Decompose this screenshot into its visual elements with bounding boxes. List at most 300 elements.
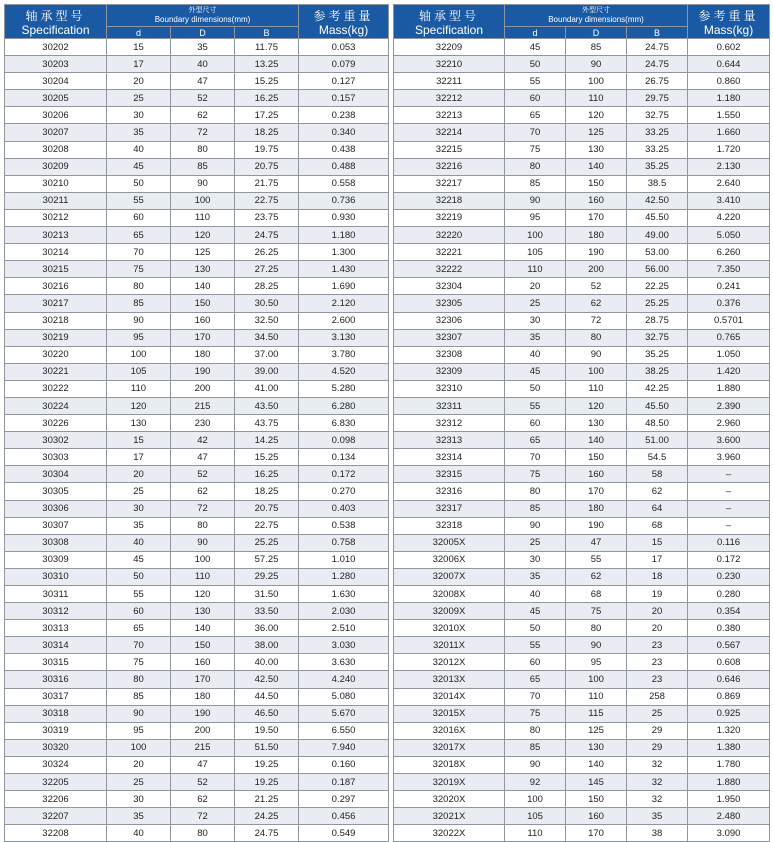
cell-width-B: 14.25: [235, 432, 299, 449]
cell-mass: 6.550: [299, 722, 389, 739]
cell-mass: 2.130: [688, 158, 770, 175]
table-row: [5, 586, 389, 603]
cell-mass: 0.488: [299, 158, 389, 175]
table-row: [394, 158, 770, 175]
cell-bore-d: 50: [107, 175, 171, 192]
cell-outer-D: 160: [566, 192, 627, 209]
cell-mass: 0.5701: [688, 312, 770, 329]
cell-mass: 7.940: [299, 739, 389, 756]
cell-width-B: 20: [627, 620, 688, 637]
cell-width-B: 31.50: [235, 586, 299, 603]
cell-mass: 0.736: [299, 192, 389, 209]
cell-specification: 32009X: [394, 603, 505, 620]
cell-outer-D: 52: [566, 278, 627, 295]
table-row: [394, 654, 770, 671]
cell-mass: 0.644: [688, 56, 770, 73]
cell-width-B: 45.50: [627, 209, 688, 226]
cell-outer-D: 140: [566, 756, 627, 773]
cell-mass: 1.660: [688, 124, 770, 141]
header-spec-cn: 轴承型号: [25, 8, 86, 23]
cell-mass: 1.880: [688, 774, 770, 791]
header-col-D: D: [566, 27, 627, 39]
cell-outer-D: 80: [171, 825, 235, 842]
cell-specification: 32021X: [394, 808, 505, 825]
table-row: [394, 175, 770, 192]
cell-bore-d: 75: [107, 261, 171, 278]
cell-outer-D: 170: [566, 825, 627, 842]
cell-specification: 30311: [5, 586, 107, 603]
cell-bore-d: 20: [107, 466, 171, 483]
cell-specification: 30221: [5, 363, 107, 380]
cell-outer-D: 100: [171, 551, 235, 568]
cell-bore-d: 25: [505, 295, 566, 312]
cell-bore-d: 75: [505, 141, 566, 158]
cell-width-B: 30.50: [235, 295, 299, 312]
cell-bore-d: 45: [505, 363, 566, 380]
cell-mass: 0.172: [299, 466, 389, 483]
cell-specification: 32206: [5, 791, 107, 808]
cell-specification: 30220: [5, 346, 107, 363]
table-row: [394, 671, 770, 688]
cell-mass: 1.720: [688, 141, 770, 158]
cell-outer-D: 90: [171, 534, 235, 551]
cell-specification: 32012X: [394, 654, 505, 671]
cell-specification: 32306: [394, 312, 505, 329]
cell-width-B: 19.25: [235, 774, 299, 791]
table-row: [5, 158, 389, 175]
cell-outer-D: 150: [171, 295, 235, 312]
cell-width-B: 32: [627, 774, 688, 791]
cell-specification: 30204: [5, 73, 107, 90]
table-row: [394, 722, 770, 739]
cell-outer-D: 62: [566, 295, 627, 312]
cell-mass: 0.403: [299, 500, 389, 517]
table-row: [394, 397, 770, 414]
cell-outer-D: 180: [566, 500, 627, 517]
cell-outer-D: 170: [566, 209, 627, 226]
cell-outer-D: 190: [566, 244, 627, 261]
cell-specification: 32317: [394, 500, 505, 517]
cell-bore-d: 60: [505, 90, 566, 107]
header-boundary-dimensions: [107, 5, 299, 27]
table-row: [5, 432, 389, 449]
cell-bore-d: 60: [107, 603, 171, 620]
table-row: [5, 73, 389, 90]
table-row: [5, 517, 389, 534]
cell-bore-d: 130: [107, 415, 171, 432]
cell-width-B: 28.25: [235, 278, 299, 295]
cell-bore-d: 40: [107, 825, 171, 842]
cell-mass: 0.567: [688, 637, 770, 654]
cell-width-B: 36.00: [235, 620, 299, 637]
cell-mass: 0.340: [299, 124, 389, 141]
table-row: [394, 449, 770, 466]
table-row: [394, 227, 770, 244]
table-row: [394, 261, 770, 278]
cell-bore-d: 35: [505, 329, 566, 346]
cell-specification: 30219: [5, 329, 107, 346]
cell-bore-d: 40: [107, 141, 171, 158]
cell-bore-d: 40: [107, 534, 171, 551]
cell-bore-d: 85: [505, 500, 566, 517]
cell-outer-D: 42: [171, 432, 235, 449]
cell-bore-d: 20: [107, 756, 171, 773]
cell-mass: 2.510: [299, 620, 389, 637]
table-row: [5, 705, 389, 722]
table-row: [5, 774, 389, 791]
cell-width-B: 35.25: [627, 158, 688, 175]
cell-width-B: 17.25: [235, 107, 299, 124]
cell-specification: 32215: [394, 141, 505, 158]
cell-specification: 30211: [5, 192, 107, 209]
cell-specification: 32304: [394, 278, 505, 295]
cell-bore-d: 85: [505, 739, 566, 756]
table-row: [5, 534, 389, 551]
cell-specification: 30320: [5, 739, 107, 756]
table-row: [394, 534, 770, 551]
cell-specification: 32013X: [394, 671, 505, 688]
cell-bore-d: 92: [505, 774, 566, 791]
cell-outer-D: 90: [171, 175, 235, 192]
cell-mass: –: [688, 483, 770, 500]
cell-mass: 4.520: [299, 363, 389, 380]
cell-mass: 2.480: [688, 808, 770, 825]
cell-width-B: 21.25: [235, 791, 299, 808]
table-row: [5, 756, 389, 773]
cell-bore-d: 100: [505, 791, 566, 808]
table-row: [5, 107, 389, 124]
cell-specification: 32308: [394, 346, 505, 363]
header-mass-en: Mass(kg): [318, 22, 369, 37]
cell-bore-d: 110: [505, 261, 566, 278]
cell-outer-D: 80: [566, 329, 627, 346]
cell-outer-D: 80: [171, 517, 235, 534]
cell-outer-D: 52: [171, 90, 235, 107]
table-row: [5, 175, 389, 192]
cell-bore-d: 50: [505, 620, 566, 637]
cell-bore-d: 80: [505, 483, 566, 500]
table-row: [5, 415, 389, 432]
table-row: [394, 568, 770, 585]
cell-width-B: 18.25: [235, 124, 299, 141]
cell-bore-d: 90: [505, 756, 566, 773]
cell-mass: 0.354: [688, 603, 770, 620]
cell-outer-D: 80: [171, 141, 235, 158]
cell-mass: 0.053: [299, 39, 389, 56]
cell-outer-D: 130: [566, 739, 627, 756]
cell-bore-d: 50: [107, 568, 171, 585]
cell-width-B: 37.00: [235, 346, 299, 363]
table-row: [394, 192, 770, 209]
cell-bore-d: 70: [505, 688, 566, 705]
cell-width-B: 33.50: [235, 603, 299, 620]
table-row: [5, 568, 389, 585]
cell-mass: 0.079: [299, 56, 389, 73]
cell-width-B: 38.5: [627, 175, 688, 192]
cell-mass: 2.120: [299, 295, 389, 312]
table-row: [394, 517, 770, 534]
cell-mass: 2.640: [688, 175, 770, 192]
cell-mass: 2.960: [688, 415, 770, 432]
cell-bore-d: 30: [505, 551, 566, 568]
cell-bore-d: 100: [505, 227, 566, 244]
cell-specification: 32213: [394, 107, 505, 124]
cell-outer-D: 140: [171, 278, 235, 295]
header-mass-en: Mass(kg): [703, 22, 754, 37]
cell-bore-d: 65: [505, 107, 566, 124]
cell-specification: 30312: [5, 603, 107, 620]
table-row: [5, 825, 389, 842]
cell-specification: 30206: [5, 107, 107, 124]
cell-outer-D: 52: [171, 466, 235, 483]
cell-specification: 30214: [5, 244, 107, 261]
cell-mass: 3.780: [299, 346, 389, 363]
cell-mass: 5.280: [299, 380, 389, 397]
table-row: [5, 141, 389, 158]
cell-width-B: 29.25: [235, 568, 299, 585]
cell-specification: 32015X: [394, 705, 505, 722]
cell-specification: 30310: [5, 568, 107, 585]
table-row: [5, 124, 389, 141]
cell-specification: 32019X: [394, 774, 505, 791]
cell-specification: 30208: [5, 141, 107, 158]
table-row: [394, 637, 770, 654]
cell-outer-D: 62: [171, 483, 235, 500]
cell-specification: 30205: [5, 90, 107, 107]
cell-specification: 32008X: [394, 586, 505, 603]
cell-outer-D: 100: [566, 671, 627, 688]
cell-bore-d: 95: [505, 209, 566, 226]
header-col-d: d: [107, 27, 171, 39]
cell-width-B: 51.00: [627, 432, 688, 449]
cell-outer-D: 150: [171, 637, 235, 654]
cell-mass: 1.320: [688, 722, 770, 739]
cell-mass: 5.670: [299, 705, 389, 722]
cell-outer-D: 120: [171, 227, 235, 244]
cell-mass: 0.869: [688, 688, 770, 705]
cell-bore-d: 80: [505, 722, 566, 739]
cell-outer-D: 110: [171, 209, 235, 226]
cell-bore-d: 65: [107, 227, 171, 244]
cell-bore-d: 55: [107, 192, 171, 209]
cell-bore-d: 65: [505, 432, 566, 449]
cell-bore-d: 50: [505, 56, 566, 73]
cell-outer-D: 145: [566, 774, 627, 791]
cell-width-B: 68: [627, 517, 688, 534]
cell-mass: 1.430: [299, 261, 389, 278]
cell-specification: 30202: [5, 39, 107, 56]
table-row: [394, 39, 770, 56]
table-row: [394, 791, 770, 808]
cell-mass: 0.238: [299, 107, 389, 124]
cell-bore-d: 105: [505, 808, 566, 825]
cell-width-B: 64: [627, 500, 688, 517]
cell-outer-D: 47: [171, 73, 235, 90]
cell-outer-D: 170: [171, 329, 235, 346]
table-row: [5, 671, 389, 688]
cell-bore-d: 25: [107, 774, 171, 791]
cell-mass: 0.160: [299, 756, 389, 773]
cell-outer-D: 170: [566, 483, 627, 500]
cell-specification: 30319: [5, 722, 107, 739]
cell-specification: 32005X: [394, 534, 505, 551]
cell-outer-D: 215: [171, 397, 235, 414]
cell-bore-d: 90: [505, 517, 566, 534]
cell-outer-D: 40: [171, 56, 235, 73]
cell-width-B: 18: [627, 568, 688, 585]
table-row: [394, 551, 770, 568]
cell-bore-d: 65: [107, 620, 171, 637]
cell-bore-d: 30: [505, 312, 566, 329]
cell-width-B: 24.75: [235, 825, 299, 842]
cell-mass: 0.930: [299, 209, 389, 226]
cell-mass: 1.380: [688, 739, 770, 756]
header-mass: [688, 5, 770, 39]
cell-outer-D: 47: [171, 449, 235, 466]
header-spec-en: Specification: [21, 22, 90, 37]
cell-width-B: 15.25: [235, 449, 299, 466]
cell-outer-D: 110: [171, 568, 235, 585]
cell-mass: 0.602: [688, 39, 770, 56]
cell-outer-D: 160: [566, 808, 627, 825]
cell-specification: 32315: [394, 466, 505, 483]
cell-mass: 3.630: [299, 654, 389, 671]
table-row: [5, 192, 389, 209]
table-row: [5, 791, 389, 808]
cell-mass: 6.830: [299, 415, 389, 432]
cell-specification: 32209: [394, 39, 505, 56]
table-row: [394, 756, 770, 773]
cell-mass: 1.420: [688, 363, 770, 380]
cell-mass: 1.780: [688, 756, 770, 773]
table-row: [5, 620, 389, 637]
cell-mass: 1.550: [688, 107, 770, 124]
table-row: [394, 380, 770, 397]
cell-outer-D: 85: [171, 158, 235, 175]
cell-bore-d: 120: [107, 397, 171, 414]
table-row: [5, 637, 389, 654]
cell-specification: 30317: [5, 688, 107, 705]
cell-bore-d: 65: [505, 671, 566, 688]
cell-mass: 1.010: [299, 551, 389, 568]
cell-mass: 0.558: [299, 175, 389, 192]
cell-width-B: 26.25: [235, 244, 299, 261]
cell-width-B: 26.75: [627, 73, 688, 90]
cell-bore-d: 75: [505, 705, 566, 722]
cell-width-B: 16.25: [235, 466, 299, 483]
cell-outer-D: 190: [566, 517, 627, 534]
table-row: [5, 654, 389, 671]
cell-mass: 2.390: [688, 397, 770, 414]
cell-width-B: 38: [627, 825, 688, 842]
cell-mass: 3.130: [299, 329, 389, 346]
cell-bore-d: 100: [107, 739, 171, 756]
table-row: [394, 56, 770, 73]
cell-width-B: 25.25: [235, 534, 299, 551]
cell-width-B: 38.25: [627, 363, 688, 380]
table-row: [394, 73, 770, 90]
cell-specification: 30304: [5, 466, 107, 483]
cell-outer-D: 180: [566, 227, 627, 244]
table-row: [394, 774, 770, 791]
cell-bore-d: 70: [505, 449, 566, 466]
cell-outer-D: 150: [566, 175, 627, 192]
cell-specification: 30213: [5, 227, 107, 244]
cell-mass: 3.960: [688, 449, 770, 466]
header-specification: [394, 5, 505, 39]
cell-outer-D: 85: [566, 39, 627, 56]
cell-outer-D: 120: [566, 107, 627, 124]
cell-outer-D: 80: [566, 620, 627, 637]
header-col-D: D: [171, 27, 235, 39]
cell-outer-D: 125: [566, 722, 627, 739]
cell-specification: 30315: [5, 654, 107, 671]
cell-bore-d: 55: [505, 73, 566, 90]
cell-mass: 0.270: [299, 483, 389, 500]
cell-outer-D: 130: [566, 415, 627, 432]
cell-specification: 32314: [394, 449, 505, 466]
cell-bore-d: 45: [107, 158, 171, 175]
table-row: [5, 261, 389, 278]
header-col-B: B: [627, 27, 688, 39]
cell-mass: 4.240: [299, 671, 389, 688]
cell-specification: 30212: [5, 209, 107, 226]
cell-width-B: 42.50: [235, 671, 299, 688]
cell-specification: 32309: [394, 363, 505, 380]
table-row: [5, 363, 389, 380]
cell-bore-d: 80: [107, 278, 171, 295]
cell-bore-d: 50: [505, 380, 566, 397]
cell-width-B: 13.25: [235, 56, 299, 73]
cell-mass: –: [688, 466, 770, 483]
cell-outer-D: 200: [171, 722, 235, 739]
cell-outer-D: 190: [171, 705, 235, 722]
table-row: [5, 39, 389, 56]
table-row: [394, 209, 770, 226]
cell-mass: 6.260: [688, 244, 770, 261]
cell-outer-D: 110: [566, 90, 627, 107]
header-boundary-dimensions: [505, 5, 688, 27]
cell-bore-d: 20: [107, 73, 171, 90]
cell-bore-d: 55: [107, 586, 171, 603]
cell-width-B: 23: [627, 671, 688, 688]
cell-outer-D: 35: [171, 39, 235, 56]
cell-bore-d: 85: [107, 688, 171, 705]
header-spec-en: Specification: [414, 22, 484, 37]
header-dims-cn: 外型尺寸: [582, 7, 611, 14]
cell-width-B: 58: [627, 466, 688, 483]
cell-outer-D: 110: [566, 688, 627, 705]
cell-width-B: 24.75: [235, 227, 299, 244]
cell-outer-D: 120: [566, 397, 627, 414]
cell-bore-d: 30: [107, 500, 171, 517]
cell-outer-D: 100: [566, 73, 627, 90]
table-row: [394, 825, 770, 842]
cell-specification: 30306: [5, 500, 107, 517]
cell-width-B: 33.25: [627, 141, 688, 158]
cell-specification: 32307: [394, 329, 505, 346]
cell-mass: 0.456: [299, 808, 389, 825]
cell-mass: 1.180: [299, 227, 389, 244]
cell-bore-d: 100: [107, 346, 171, 363]
table-row: [5, 346, 389, 363]
cell-bore-d: 35: [107, 808, 171, 825]
cell-width-B: 23: [627, 654, 688, 671]
cell-outer-D: 190: [171, 363, 235, 380]
table-row: [394, 363, 770, 380]
cell-outer-D: 100: [171, 192, 235, 209]
cell-width-B: 29.75: [627, 90, 688, 107]
